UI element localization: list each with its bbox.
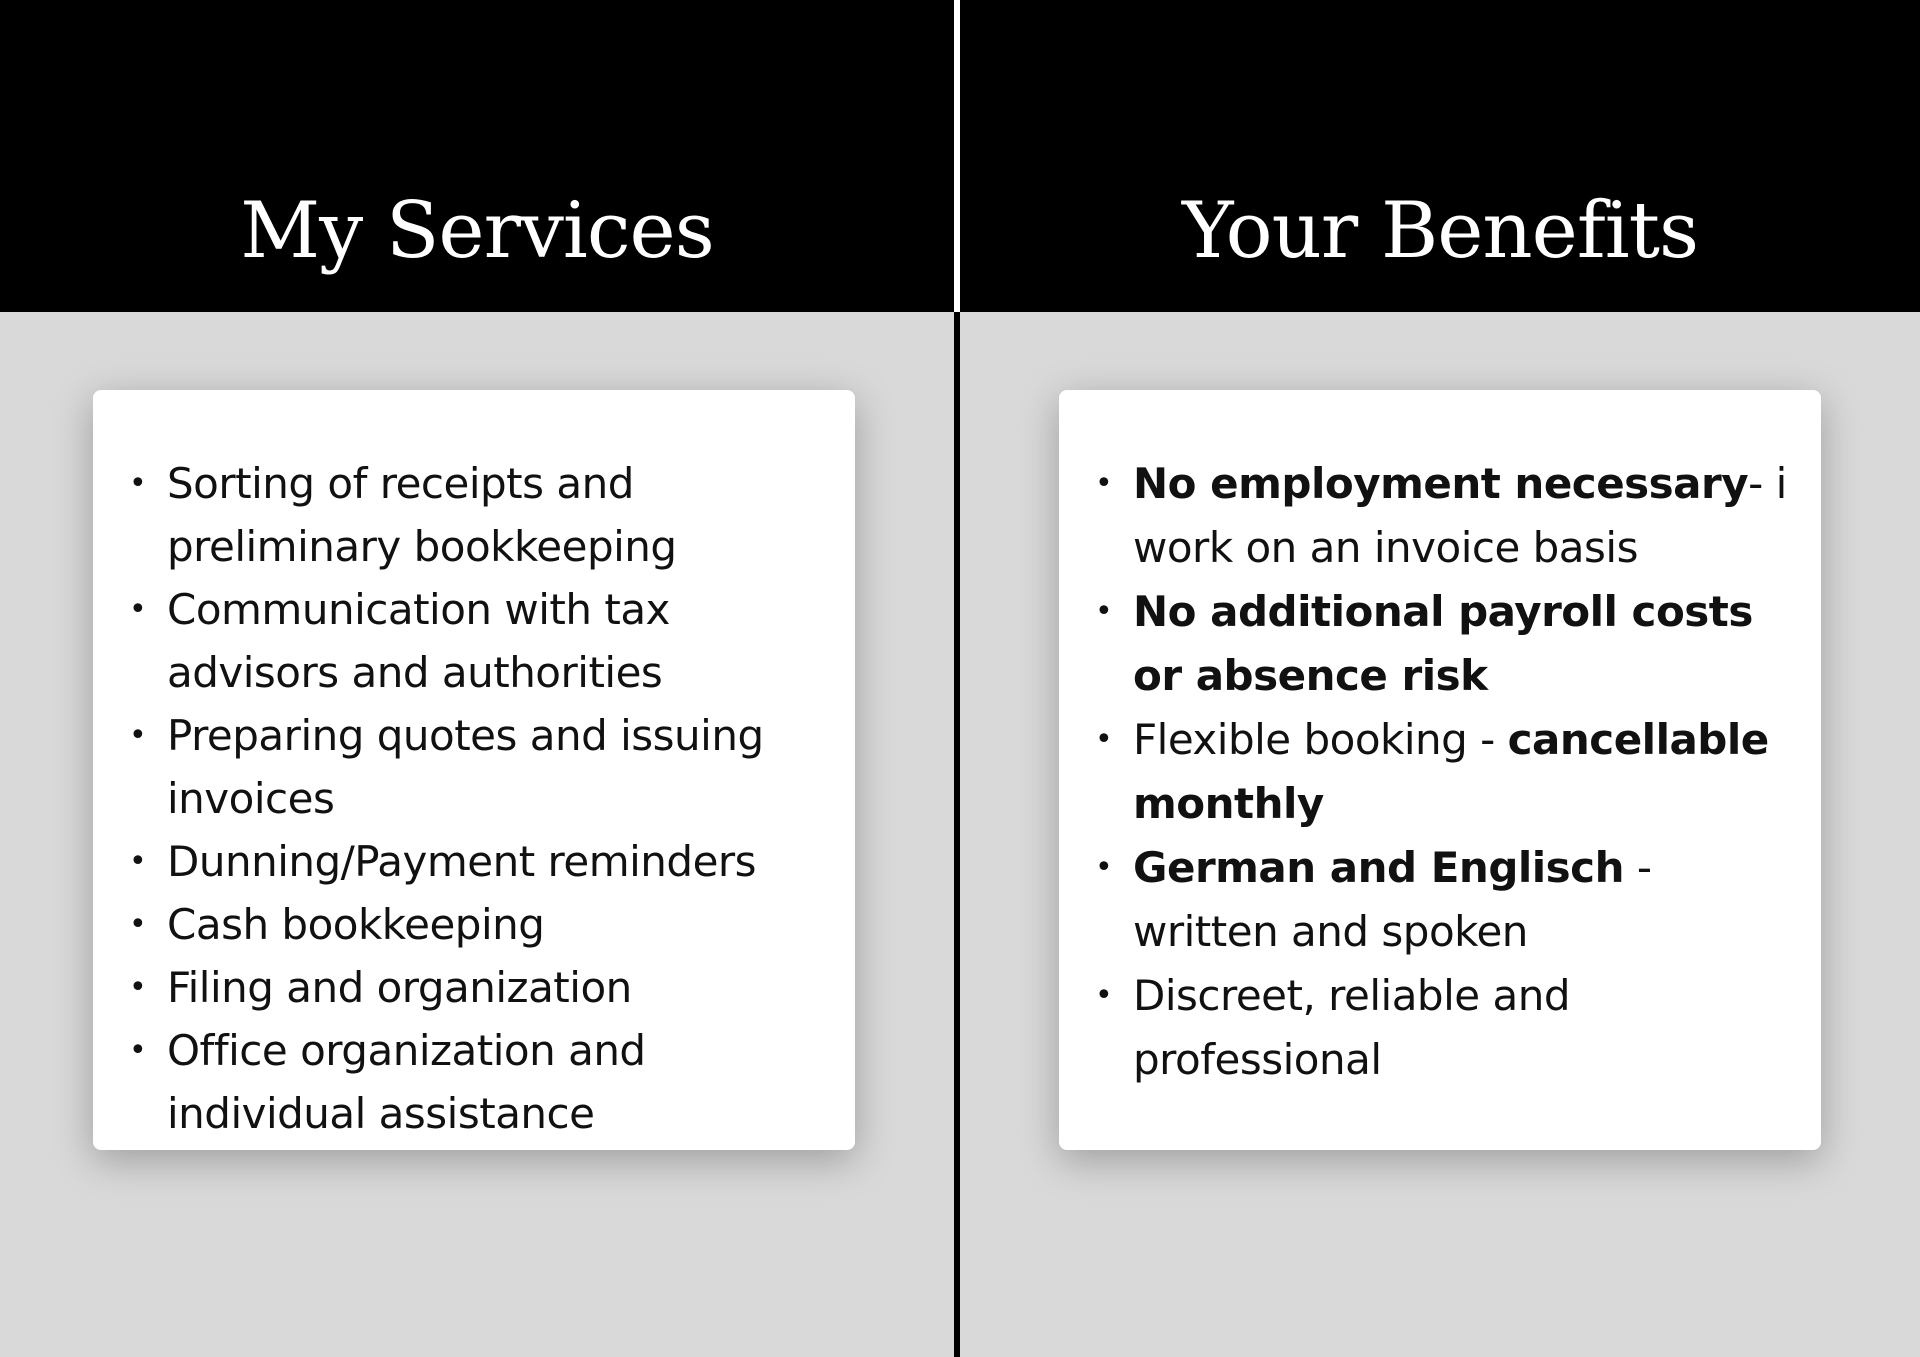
list-item [1095,452,1801,580]
services-header [0,0,954,312]
list-item [1095,964,1801,1092]
benefit-text: - i work on an invoice basis [1133,459,1787,572]
column-divider [954,312,960,1357]
benefit-highlight: No additional payroll costs or absence risk [1133,587,1753,700]
benefits-header [960,0,1920,312]
benefit-highlight: German and Englisch [1133,843,1624,892]
services-title: My Services [240,186,714,276]
list-item [1095,708,1801,836]
list-item [1095,580,1801,708]
list-item [1095,836,1801,964]
benefit-text: Flexible booking - [1133,715,1508,764]
services-list [129,452,815,1145]
list-item: • Preparing quotes and issuing invoices [129,704,815,830]
benefit-text: Discreet, reliable and professional [1133,971,1570,1084]
list-item: • Dunning/Payment reminders [129,830,815,893]
benefits-list [1095,452,1801,1092]
services-card [93,390,855,1150]
benefit-text: - written and spoken [1133,843,1652,956]
list-item: • Sorting of receipts and preliminary bookkeeping [129,452,815,578]
list-item: • Cash bookkeeping [129,893,815,956]
list-item: • Office organization and individual assistance [129,1019,815,1145]
list-item: • Communication with tax advisors and authorities [129,578,815,704]
benefit-highlight: No employment necessary [1133,459,1749,508]
benefits-title: Your Benefits [1181,186,1699,276]
benefits-card [1059,390,1821,1150]
list-item: • Filing and organization [129,956,815,1019]
benefit-highlight: cancellable monthly [1133,715,1769,828]
